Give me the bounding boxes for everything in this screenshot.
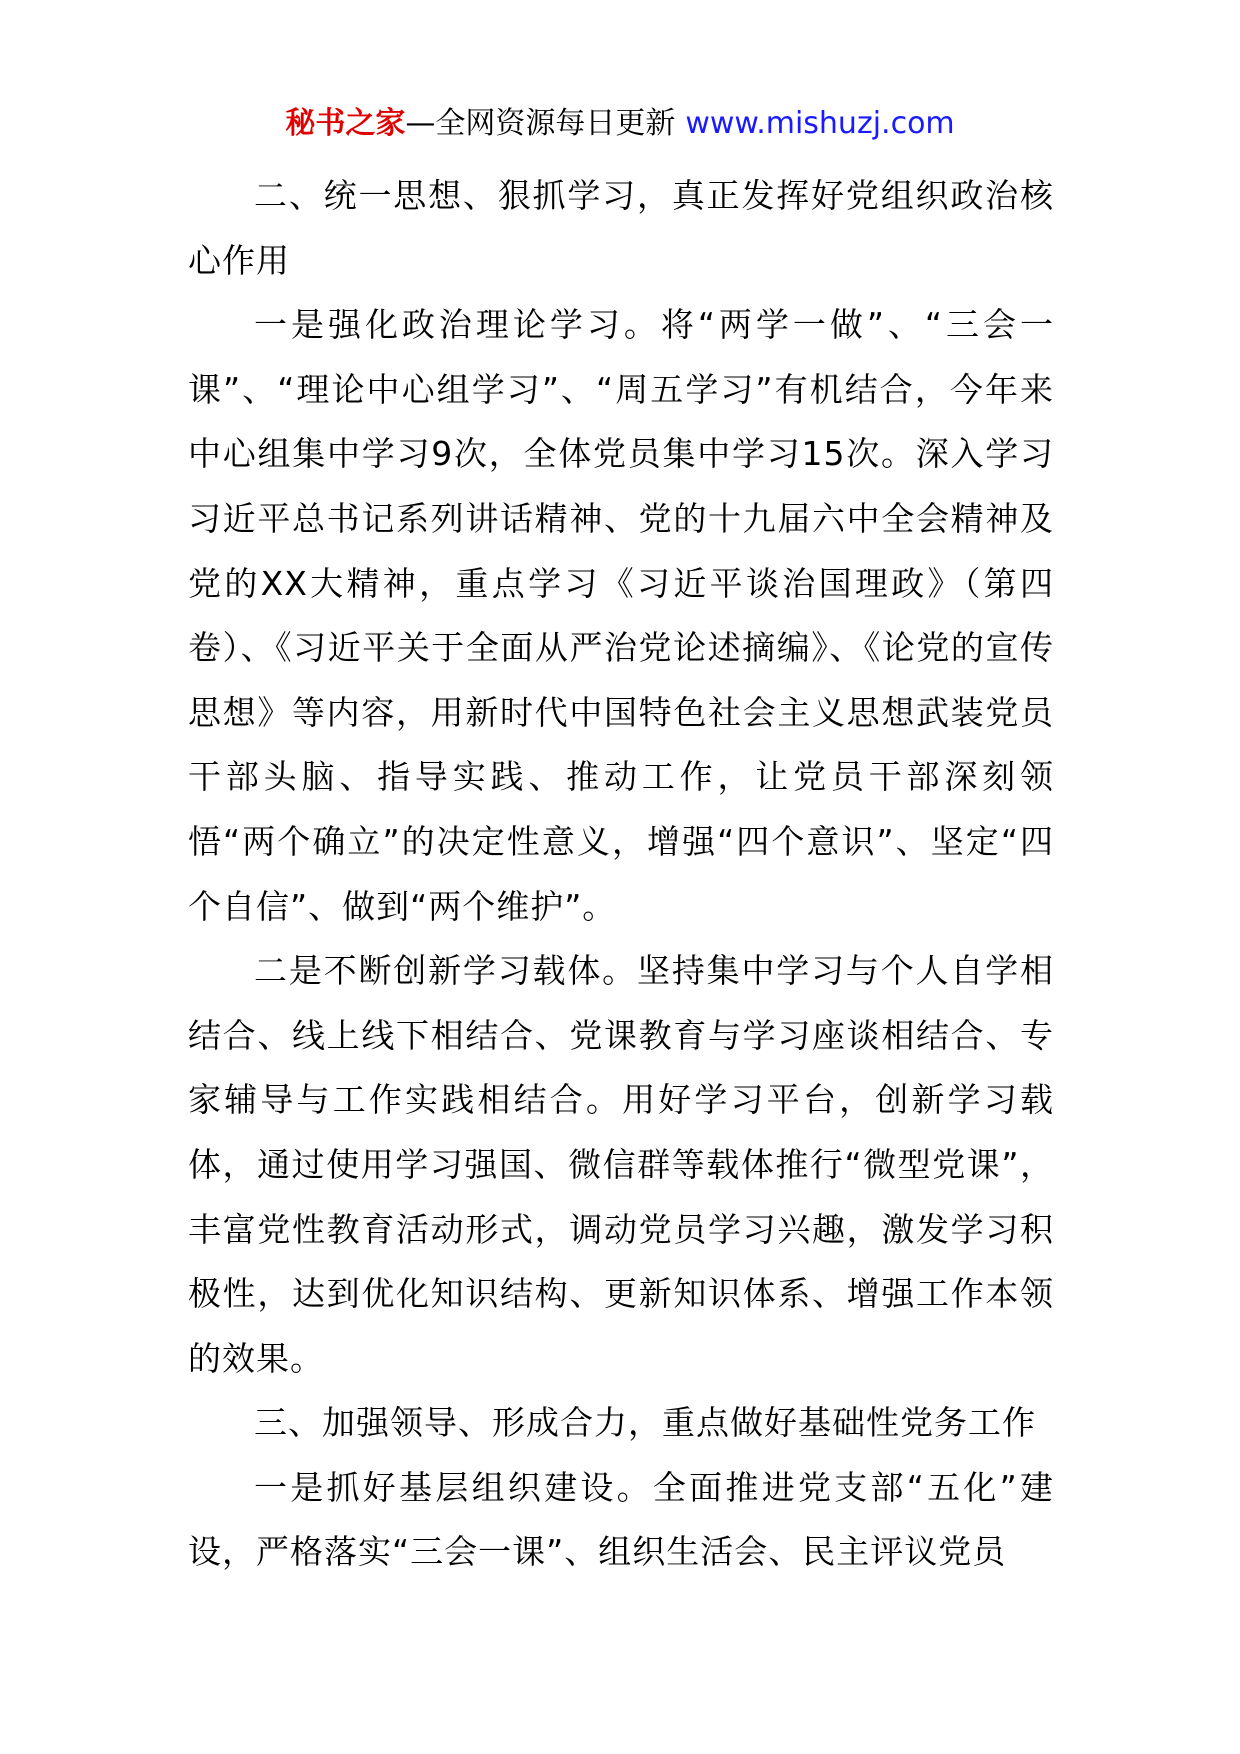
section-heading: 三、加强领导、形成合力，重点做好基础性党务工作 xyxy=(254,1403,1036,1443)
brand-name: 秘书之家 xyxy=(285,106,406,141)
section-heading: 二、统一思想、狠抓学习，真正发挥好党组织政治核心作用 xyxy=(188,176,1054,280)
body-paragraph: 二是不断创新学习载体。坚持集中学习与个人自学相结合、线上线下相结合、党课教育与学习座谈相结合、专家辅导与工作实践相结合。用好学习平台，创新学习载体，通过使用学习强国、微信群等载体推行“微型党课”，丰富党性教育活动形式，调动党员学习兴趣，激发学习积极性，达到优化知识结构、更新知识体系、增强工作本领的效果。 xyxy=(188,951,1054,1378)
document-body xyxy=(188,164,1054,1585)
header-slogan: —全网资源每日更新 xyxy=(405,106,676,141)
body-paragraph: 一是强化政治理论学习。将“两学一做”、“三会一课”、“理论中心组学习”、“周五学习”有机结合，今年来中心组集中学习9次，全体党员集中学习15次。深入学习习近平总书记系列讲话精神、党的十九届六中全会精神及党的XX大精神，重点学习《习近平谈治国理政》（第四卷）、《习近平关于全面从严治党论述摘编》、《论党的宣传思想》等内容，用新时代中国特色社会主义思想武装党员干部头脑、指导实践、推动工作，让党员干部深刻领悟“两个确立”的决定性意义，增强“四个意识”、坚定“四个自信”、做到“两个维护”。 xyxy=(188,305,1054,926)
site-header xyxy=(0,102,1240,146)
site-url[interactable]: www.mishuzj.com xyxy=(685,106,955,141)
body-paragraph: 一是抓好基层组织建设。全面推进党支部“五化”建设，严格落实“三会一课”、组织生活会、民主评议党员 xyxy=(188,1467,1054,1572)
